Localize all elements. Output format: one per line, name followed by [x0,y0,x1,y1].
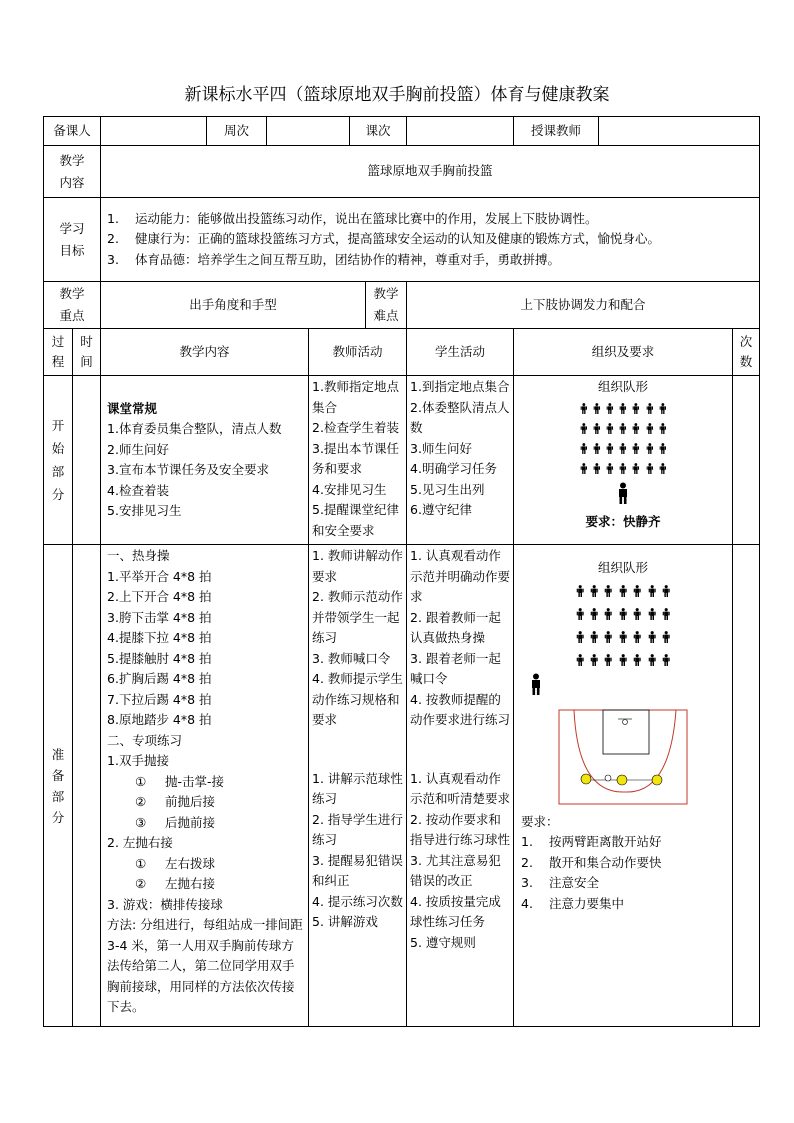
person-icon [604,608,612,620]
content-label: 教学内容 [44,146,101,198]
person-icon [659,423,667,434]
person-icon [619,585,627,597]
ball-marker [605,775,611,781]
col-content: 教学内容 [101,329,309,376]
start-process: 开始部分 [44,376,73,545]
person-icon [593,463,601,474]
prep-teacher: 1. 教师讲解动作要求 2. 教师示范动作并带领学生一起练习 3. 教师喊口令 4. 教师提示学生动作练习规格和要求 1. 讲解示范球性练习 2. 指导学生进行练习 3. 提醒易犯错误和纠正 4. 提示练习次数 5. 讲解游戏 [309,545,407,1027]
person-icon [659,463,667,474]
person-icon [576,631,584,643]
lesson-value [407,117,514,146]
lesson-label: 课次 [350,117,407,146]
person-icon [646,423,654,434]
person-icon [606,403,614,414]
header-row [44,117,760,146]
person-icon [648,631,656,643]
teacher-label: 授课教师 [514,117,599,146]
prep-count [733,545,760,1027]
prep-label: 备课人 [44,117,101,146]
ball-marker [581,774,591,784]
col-process: 过程 [44,329,73,376]
person-icon [633,654,641,666]
col-teacher: 教师活动 [309,329,407,376]
goals-label: 学习目标 [44,198,101,282]
person-icon [593,423,601,434]
prep-student: 1. 认真观看动作示范并明确动作要求 2. 跟着教师一起认真做热身操 3. 跟着老师一起喊口令 4. 按教师提醒的动作要求进行练习 1. 认真观看动作示范和听清楚要求 2. 按动作要求和指导进行练习球性 3. 尤其注意易犯错误的改正 4. 按质按量完成球性练习任务 5. 遵守规则 [407,545,514,1027]
page-title: 新课标水平四（篮球原地双手胸前投篮）体育与健康教案 [184,85,610,105]
person-icon [619,423,627,434]
person-icon [632,403,640,414]
person-icon [580,423,588,434]
person-icon [659,443,667,454]
person-icon [632,423,640,434]
goal-item: 3. 体育品德：培养学生之间互帮互助，团结协作的精神，尊重对手，勇敢拼搏。 [107,251,561,267]
ball-marker [652,775,662,785]
start-teacher: 1.教师指定地点集合 2.检查学生着装 3.提出本节课任务和要求 4.安排见习生 5.提醒课堂纪律和安全要求 [309,376,407,545]
start-count [733,376,760,545]
person-icon [590,608,598,620]
person-icon [593,443,601,454]
difficulty-label: 教学难点 [366,282,407,329]
col-time: 时间 [73,329,101,376]
col-org: 组织及要求 [514,329,733,376]
person-icon [580,403,588,414]
start-section-row [44,376,760,545]
person-icon [632,443,640,454]
person-icon [606,463,614,474]
person-icon [619,631,627,643]
goal-item: 1. 运动能力：能够做出投篮练习动作，说出在篮球比赛中的作用，发展上下肢协调性。 [107,210,598,226]
goal-item: 2. 健康行为：正确的篮球投篮练习方式，提高篮球安全运动的认知及健康的锻炼方式，愉悦身心。 [107,231,661,247]
person-icon [659,403,667,414]
teacher-value [599,117,760,146]
person-icon [662,631,670,643]
prep-formation [517,579,729,671]
person-icon [619,463,627,474]
person-icon [580,463,588,474]
person-icon [619,403,627,414]
person-icon [662,585,670,597]
person-icon [606,423,614,434]
content-row [44,146,760,198]
content-value: 篮球原地双手胸前投篮 [101,146,760,198]
prep-value [101,117,207,146]
person-icon [646,443,654,454]
teacher-icon [529,673,543,695]
person-icon [619,654,627,666]
person-icon [648,608,656,620]
person-icon [590,654,598,666]
lesson-plan-table [43,116,760,1027]
start-time [73,376,101,545]
person-icon [604,631,612,643]
week-label: 周次 [207,117,267,146]
start-student: 1.到指定地点集合 2.体委整队清点人数 3.师生问好 4.明确学习任务 5.见习生出列 6.遵守纪律 [407,376,514,545]
prep-process: 准备部分 [44,545,73,1027]
court-diagram [558,709,688,805]
col-student: 学生活动 [407,329,514,376]
goals-row [44,198,760,282]
goals-list [101,198,760,282]
person-icon [606,443,614,454]
person-icon [648,585,656,597]
person-icon [619,608,627,620]
person-icon [648,654,656,666]
week-value [267,117,350,146]
prep-time [73,545,101,1027]
person-icon [576,585,584,597]
start-content: 课堂常规 1.体育委员集合整队，清点人数 2.师生问好 3.宣布本节课任务及安全要求 4.检查着装 5.安排见习生 [101,376,309,545]
person-icon [604,585,612,597]
prep-content: 一、热身操 1.平举开合 4*8 拍 2.上下开合 4*8 拍 3.胯下击掌 4*8 拍 4.提膝下拉 4*8 拍 5.提膝触肘 4*8 拍 6.扩胸后踢 4*8 拍 7.下拉后踢 4*8 拍 8.原地踏步 4*8 拍 二、专项练习 1.双手抛接 ① 抛-击掌-接 ② 前抛后接 ③ 后抛前接 2. 左抛右接 ① 左右拨球 ② 左抛右接 3. 游戏：横排传接球 方法: 分组进行，每组站成一排间距 3-4 米，第一人用双手胸前传球方法传给第二人，第二位同学用双手胸前接球，用同样的方法依次传接下去。 [101,545,309,1027]
person-icon [593,403,601,414]
key-value: 出手角度和手型 [101,282,366,329]
person-icon [580,443,588,454]
person-icon [662,654,670,666]
person-icon [662,608,670,620]
person-icon [632,463,640,474]
start-formation [517,398,729,478]
column-header-row [44,329,760,376]
teacher-icon [616,482,630,504]
person-icon [633,631,641,643]
person-icon [646,403,654,414]
person-icon [590,631,598,643]
person-icon [590,585,598,597]
start-org: 组织队形 要求：快静齐 [514,376,733,545]
ball-marker [617,775,627,785]
key-label: 教学重点 [44,282,101,329]
person-icon [646,463,654,474]
person-icon [633,608,641,620]
person-icon [619,443,627,454]
prep-org: 组织队形 要求： 1. 按两臂距离散开站好 2. 散开和集合动作要快 3. 注意安全 4. 注意力要集中 [514,545,733,1027]
person-icon [633,585,641,597]
difficulty-value: 上下肢协调发力和配合 [407,282,760,329]
key-row [44,282,760,329]
person-icon [604,654,612,666]
person-icon [576,608,584,620]
prep-section-row [44,545,760,1027]
col-count: 次数 [733,329,760,376]
person-icon [576,654,584,666]
